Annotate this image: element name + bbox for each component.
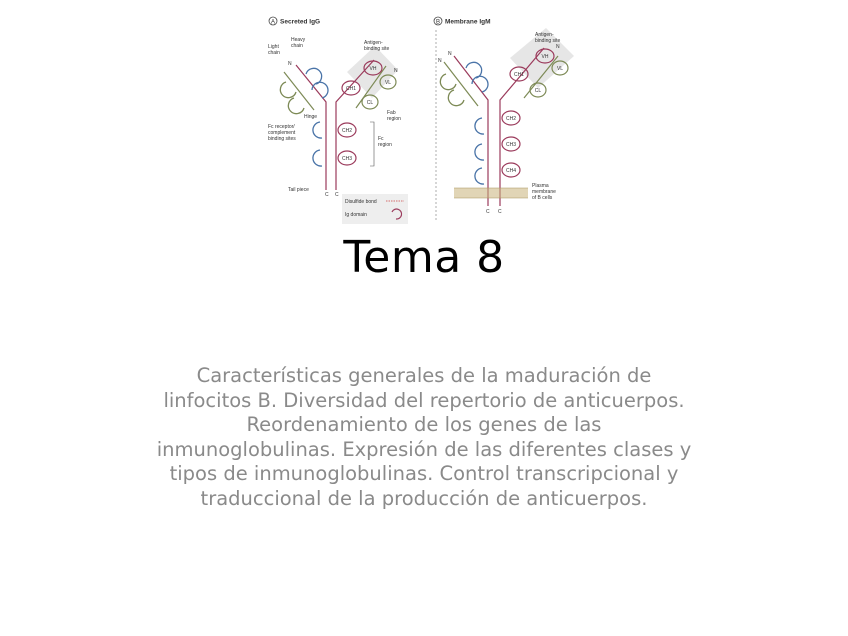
svg-text:C: C (486, 209, 490, 215)
svg-text:A: A (270, 19, 276, 26)
svg-text:binding site: binding site (535, 38, 561, 44)
svg-text:CH2: CH2 (505, 116, 517, 122)
svg-text:CH3: CH3 (341, 156, 353, 162)
svg-text:Tail piece: Tail piece (288, 187, 309, 193)
svg-text:CL: CL (366, 100, 374, 106)
svg-text:Light: Light (268, 44, 279, 50)
svg-text:VH: VH (541, 54, 549, 60)
slide-subtitle (140, 364, 708, 511)
svg-text:Fc receptor/: Fc receptor/ (268, 124, 295, 130)
svg-text:N: N (288, 61, 292, 67)
svg-text:Hinge: Hinge (304, 114, 318, 120)
svg-text:of B cells: of B cells (532, 195, 553, 201)
subtitle-line: inmunoglobulinas. Expresión de las diferentes clases y (156, 437, 692, 461)
subtitle-line: Características generales de la maduración de (196, 364, 652, 387)
svg-text:Heavy: Heavy (291, 37, 306, 43)
svg-text:N: N (438, 58, 442, 64)
svg-text:CH3: CH3 (505, 142, 517, 148)
svg-text:N: N (448, 51, 452, 57)
svg-text:VL: VL (556, 66, 564, 72)
svg-text:membrane: membrane (532, 189, 556, 195)
svg-text:Secreted IgG: Secreted IgG (280, 18, 321, 26)
svg-text:Antigen-: Antigen- (535, 32, 554, 38)
svg-text:Plasma: Plasma (532, 183, 549, 189)
svg-text:Membrane IgM: Membrane IgM (445, 18, 491, 26)
svg-text:Antigen-: Antigen- (364, 40, 383, 46)
svg-text:N: N (556, 44, 560, 50)
svg-text:C: C (325, 192, 329, 198)
svg-text:CH1: CH1 (345, 86, 357, 92)
subtitle-line: linfocitos B. Diversidad del repertorio de anticuerpos. (163, 388, 685, 412)
svg-text:C: C (335, 192, 339, 198)
svg-text:CL: CL (534, 88, 542, 94)
igm-diagram (438, 28, 574, 215)
svg-text:chain: chain (291, 43, 303, 49)
panel-b-header (434, 17, 491, 26)
svg-text:CH4: CH4 (505, 168, 517, 174)
subtitle-line: tipos de inmunoglobulinas. Control transcripcional y (169, 462, 679, 485)
svg-text:Fab: Fab (387, 110, 396, 116)
svg-text:VH: VH (369, 66, 377, 72)
slide-title: Tema 8 (343, 232, 505, 283)
antibody-structure-figure (262, 10, 602, 228)
svg-text:CH1: CH1 (513, 72, 525, 78)
svg-text:region: region (378, 142, 392, 148)
svg-text:chain: chain (268, 50, 280, 56)
svg-text:B: B (435, 19, 441, 26)
svg-text:Ig domain: Ig domain (345, 212, 367, 218)
subtitle-line: Reordenamiento de los genes de las (246, 413, 602, 436)
igg-diagram (268, 37, 408, 224)
panel-a-header (269, 17, 320, 26)
svg-text:VL: VL (384, 80, 392, 86)
svg-text:N: N (394, 68, 398, 74)
svg-text:complement: complement (268, 130, 296, 136)
figure-legend (342, 194, 408, 224)
subtitle-line: traduccional de la producción de anticuerpos. (200, 486, 648, 510)
svg-text:region: region (387, 116, 401, 122)
plasma-membrane (454, 188, 528, 198)
svg-text:CH2: CH2 (341, 128, 353, 134)
svg-text:C: C (498, 209, 502, 215)
svg-text:Fc: Fc (378, 136, 384, 142)
svg-text:binding site: binding site (364, 46, 390, 52)
svg-text:binding sites: binding sites (268, 136, 296, 142)
svg-text:Disulfide bond: Disulfide bond (345, 199, 377, 205)
